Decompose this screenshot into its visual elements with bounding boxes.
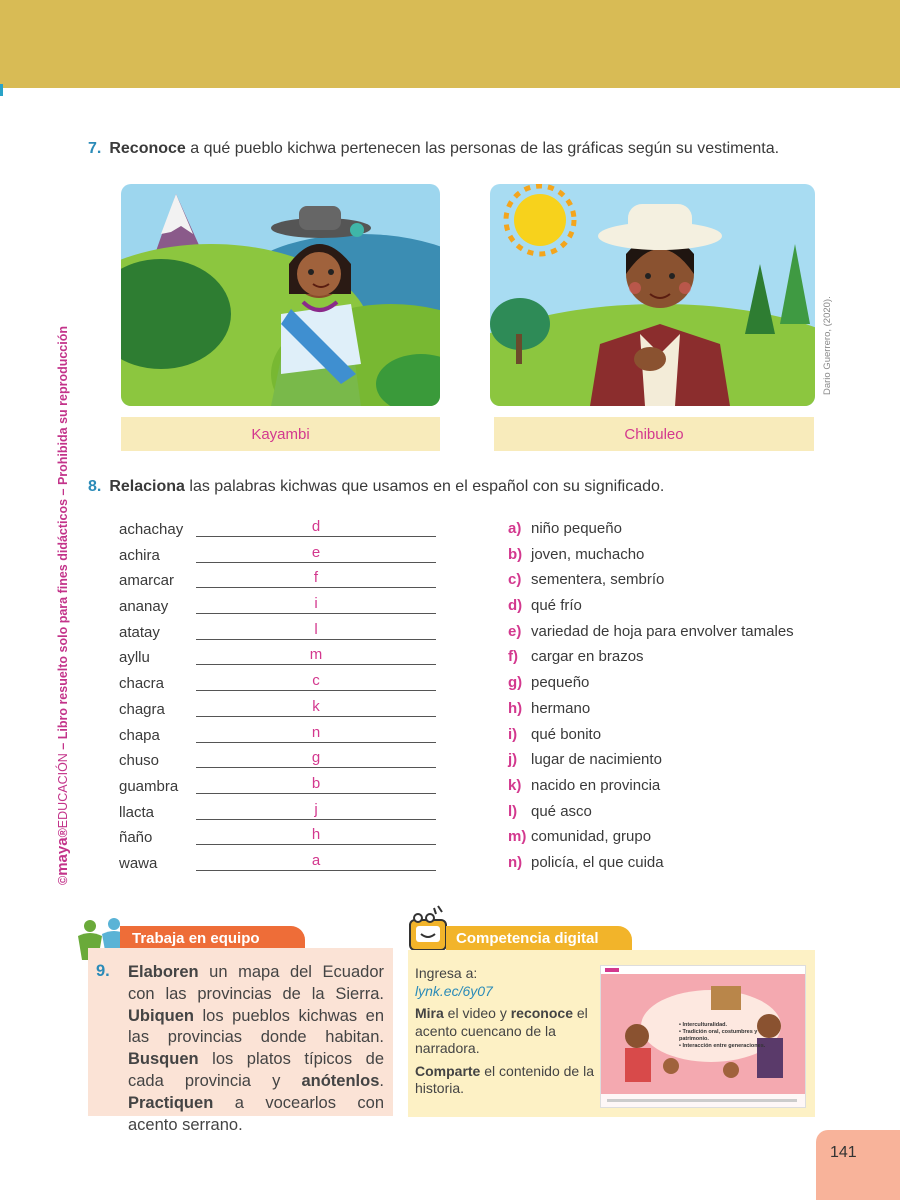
video-thumbnail[interactable] (600, 965, 806, 1108)
video-bullet: • Interculturalidad. (679, 1022, 728, 1028)
teamwork-tab: Trabaja en equipo (120, 926, 305, 951)
meaning-text: policía, el que cuida (531, 853, 664, 871)
question-text: a qué pueblo kichwa pertenecen las personas de las gráficas según su vestimenta. (185, 140, 780, 157)
image-credit: Dario Guerrero, (2020). (822, 296, 833, 395)
answer-line (196, 562, 436, 563)
meaning-letter: h) (508, 699, 523, 717)
answer-label-chibuleo: Chibuleo (494, 417, 814, 451)
digital-instructions (415, 965, 595, 1103)
kichwa-word: atatay (119, 623, 160, 641)
meaning-letter: n) (508, 853, 523, 871)
illustration-kayambi-woman (121, 184, 440, 406)
video-bullet: • Interacción entre generaciones. (679, 1043, 766, 1049)
meaning-text: qué bonito (531, 725, 602, 743)
meaning-row (508, 699, 828, 725)
kichwa-word: chuso (119, 752, 160, 770)
answer-letter[interactable]: d (311, 518, 321, 535)
kichwa-word: achachay (119, 521, 184, 538)
word-row (119, 750, 439, 776)
word-row (119, 622, 439, 648)
meaning-letter: k) (508, 776, 522, 794)
word-row (119, 776, 439, 802)
answer-letter[interactable]: c (312, 672, 320, 690)
text-part: un mapa del Ecuador con las provincias de la Sierra. (128, 963, 384, 1003)
word-row (119, 802, 439, 828)
text-part: el acento cuencano de la narradora. (415, 1005, 588, 1056)
meaning-text: cargar en brazos (531, 648, 644, 666)
answer-line (196, 690, 436, 691)
word-row (119, 519, 439, 545)
word-row (119, 673, 439, 699)
meaning-row (508, 750, 828, 776)
answer-letter[interactable]: f (313, 569, 319, 587)
answer-letter[interactable]: g (311, 749, 321, 767)
verb-mira: Mira (415, 1005, 444, 1021)
text-part: el contenido de la historia. (415, 1062, 594, 1096)
answer-line (196, 613, 436, 614)
copyright-symbol: © (56, 875, 70, 885)
verb-ubiquen: Ubiquen (128, 1006, 194, 1025)
top-accent-mark (0, 84, 3, 96)
kichwa-word: ayllu (119, 649, 150, 667)
meaning-row (508, 545, 828, 571)
kichwa-word: chapa (119, 726, 160, 744)
kichwa-word: chagra (119, 700, 165, 718)
meaning-row (508, 519, 828, 545)
kichwa-word: guambra (119, 777, 179, 795)
registered-mark: ® (56, 828, 70, 838)
answer-letter[interactable]: e (311, 543, 321, 561)
meaning-letter: d) (508, 597, 523, 615)
meaning-text: pequeño (531, 674, 590, 692)
meaning-row (508, 647, 828, 673)
meaning-letter: l) (508, 802, 518, 820)
meaning-row (508, 673, 828, 699)
tablet-robot-icon (406, 904, 450, 952)
answer-letter[interactable]: j (314, 800, 318, 818)
question-9-number: 9. (96, 962, 110, 980)
answer-letter[interactable]: h (311, 826, 321, 844)
text-part: los pueblos kichwas en las provincias donde habitan. (128, 1006, 384, 1047)
meaning-row (508, 802, 828, 828)
meaning-text: joven, muchacho (531, 545, 645, 563)
brand-logo-text: maya (54, 837, 71, 876)
meaning-letter: m) (508, 828, 527, 846)
answer-letter[interactable]: b (311, 774, 321, 792)
company-name: EDUCACIÓN (56, 753, 70, 829)
answer-line (196, 716, 436, 717)
meaning-letter: c) (508, 571, 522, 589)
text-part: a vocearlos con acento serrano. (128, 1093, 384, 1134)
word-row (119, 699, 439, 725)
answer-line (196, 870, 436, 871)
answer-line (196, 844, 436, 845)
text-part: el video y (443, 1005, 511, 1021)
word-row (119, 647, 439, 673)
kichwa-word: ananay (119, 598, 169, 616)
meaning-letter: f) (508, 648, 518, 666)
word-row (119, 725, 439, 751)
answer-line (196, 793, 436, 794)
meaning-letter: j) (508, 751, 518, 769)
meaning-letter: g) (508, 674, 523, 692)
top-color-band (0, 0, 900, 88)
answer-line (196, 742, 436, 743)
video-link[interactable]: lynk.ec/6y07 (415, 982, 493, 999)
answer-line (196, 767, 436, 768)
question-text: las palabras kichwas que usamos en el español con su significado. (184, 478, 665, 495)
video-bullet: • Tradición oral, costumbres y patrimonio. (679, 1029, 758, 1042)
side-copyright-banner (54, 325, 72, 885)
text-part: . (379, 1071, 384, 1090)
illustration-chibuleo-man (490, 184, 815, 406)
answer-line (196, 639, 436, 640)
answer-letter[interactable]: l (314, 620, 318, 638)
verb-practiquen: Practiquen (128, 1093, 214, 1112)
ingresa-label: Ingresa a: (415, 965, 478, 981)
reproduction-notice: – Libro resuelto solo para fines didácticos – Prohibida su reproducción (56, 325, 70, 754)
meaning-row (508, 725, 828, 751)
kichwa-word: chacra (119, 675, 165, 693)
word-row (119, 853, 439, 879)
meaning-text: comunidad, grupo (531, 828, 652, 846)
kichwa-word: achira (119, 546, 160, 564)
answer-line (196, 536, 436, 537)
text-part: los platos típicos de cada provincia y (128, 1050, 384, 1090)
answer-letter[interactable]: i (314, 595, 318, 613)
kichwa-word: wawa (119, 854, 158, 872)
kichwa-word: llacta (119, 803, 155, 821)
verb-anotenlos: anótenlos (301, 1071, 380, 1090)
question-verb: Reconoce (109, 140, 186, 157)
meaning-letter: i) (508, 725, 518, 743)
verb-reconoce: reconoce (510, 1005, 573, 1021)
verb-busquen: Busquen (128, 1050, 199, 1069)
meaning-letter: e) (508, 622, 522, 640)
question-number: 7. (88, 140, 102, 157)
meaning-text: nacido en provincia (531, 776, 661, 794)
answer-letter[interactable]: n (311, 723, 321, 741)
meaning-text: variedad de hoja para envolver tamales (531, 622, 794, 640)
answer-line (196, 819, 436, 820)
meaning-text: sementera, sembrío (531, 571, 665, 589)
meaning-text: qué frío (531, 597, 582, 615)
digital-competence-tab: Competencia digital (446, 926, 632, 951)
meaning-text: qué asco (531, 802, 592, 820)
kichwa-word: ñaño (119, 829, 153, 847)
verb-comparte: Comparte (415, 1062, 481, 1079)
kichwa-word: amarcar (119, 572, 175, 590)
meaning-letter: b) (508, 545, 523, 563)
word-row (119, 596, 439, 622)
question-8 (88, 478, 664, 496)
kichwa-word-list (119, 519, 439, 879)
word-row (119, 570, 439, 596)
meaning-list (508, 519, 828, 879)
meaning-row (508, 827, 828, 853)
meaning-row (508, 776, 828, 802)
meaning-text: lugar de nacimiento (531, 751, 662, 769)
page-number: 141 (816, 1130, 900, 1200)
question-7 (88, 140, 779, 158)
meaning-row (508, 570, 828, 596)
question-verb: Relaciona (109, 478, 185, 495)
meaning-text: hermano (531, 699, 591, 717)
answer-label-kayambi: Kayambi (121, 417, 440, 451)
word-row (119, 545, 439, 571)
answer-line (196, 664, 436, 665)
word-row (119, 827, 439, 853)
meaning-row (508, 622, 828, 648)
meaning-text: niño pequeño (531, 520, 622, 537)
answer-letter[interactable]: a (311, 851, 321, 869)
answer-letter[interactable]: k (312, 697, 320, 715)
teamwork-instructions (128, 962, 384, 1136)
meaning-row (508, 853, 828, 879)
question-number: 8. (88, 478, 102, 495)
meaning-letter: a) (508, 520, 522, 537)
meaning-row (508, 596, 828, 622)
verb-elaboren: Elaboren (128, 963, 199, 981)
answer-letter[interactable]: m (309, 646, 323, 664)
answer-line (196, 587, 436, 588)
